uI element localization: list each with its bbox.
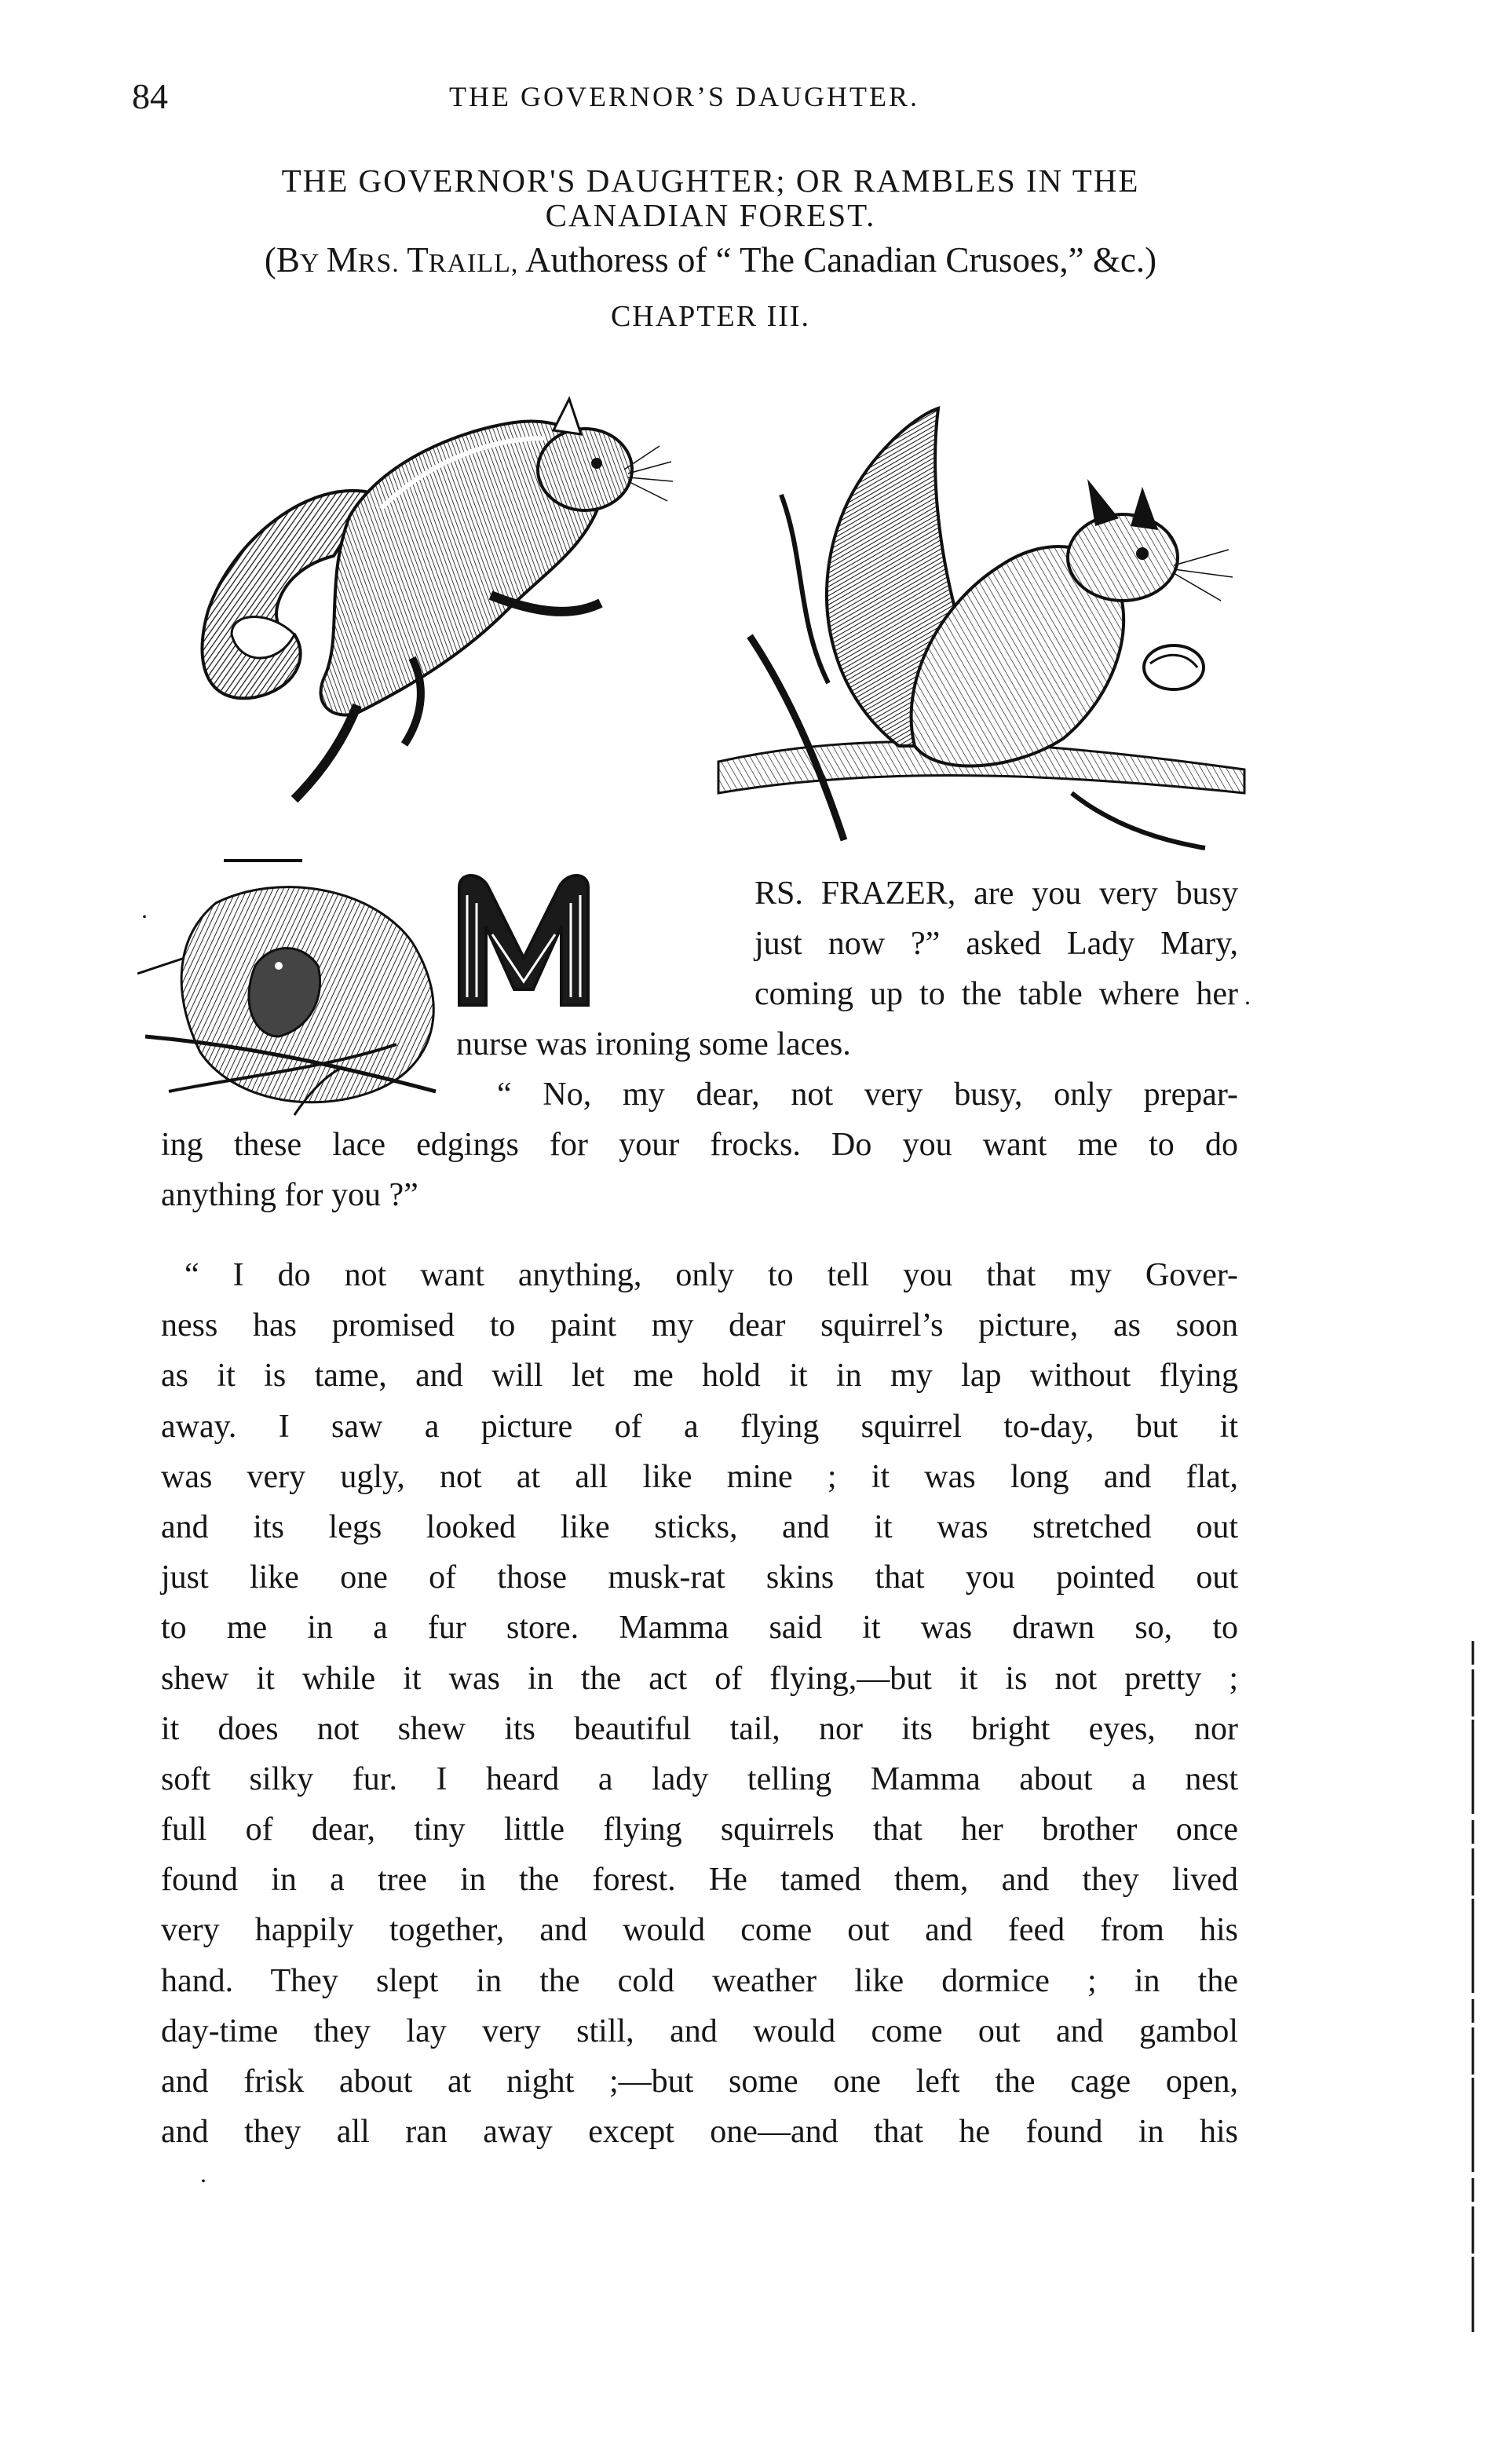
p3-line-14: very happily together, and would come out and feed from his: [161, 1912, 1238, 1949]
p1-line-2: just now ?” asked Lady Mary,: [754, 926, 1238, 963]
byline-rest: Authoress of “ The Canadian Crusoes,” &c.): [518, 240, 1157, 280]
story-title: [157, 163, 1264, 232]
p1-line-4: nurse was ironing some laces.: [456, 1026, 851, 1062]
p3-line-1: “ I do not want anything, only to tell you that my Gover-: [185, 1257, 1238, 1293]
p2-line-2: ing these lace edgings for your frocks. Do you want me to do: [161, 1127, 1238, 1164]
margin-dot: .: [200, 2159, 206, 2188]
flying-squirrel-engraving: [177, 375, 687, 831]
margin-dot: .: [141, 895, 148, 923]
p1-line-3: coming up to the table where her: [754, 976, 1238, 1013]
red-squirrel-illustration: [703, 400, 1252, 864]
paragraph-2: [161, 1069, 1238, 1221]
p3-line-5: was very ugly, not at all like mine ; it was long and flat,: [161, 1458, 1238, 1495]
p3-line-13: found in a tree in the forest. He tamed them, and they lived: [161, 1862, 1238, 1899]
running-head: [0, 75, 1498, 122]
byline-open: (B: [264, 240, 300, 280]
p1-line-1: RS. FRAZER, are you very busy: [754, 876, 1238, 912]
margin-dot: .: [1244, 982, 1251, 1010]
paragraph-1: [601, 868, 1238, 1020]
p3-line-17: and frisk about at night ;—but some one left the cage open,: [161, 2064, 1238, 2100]
p3-line-7: just like one of those musk-rat skins that you pointed out: [161, 1559, 1238, 1596]
p2-line-3: anything for you ?”: [161, 1177, 418, 1214]
chapter-number: CHAPTER III.: [610, 300, 811, 333]
byline-by: Y: [299, 249, 327, 278]
byline-traill-initial: T: [407, 240, 429, 280]
red-squirrel-engraving: [703, 400, 1252, 864]
p2-line-1: “ No, my dear, not very busy, only prepar-: [497, 1077, 1238, 1113]
p3-line-2: ness has promised to paint my dear squirrel’s picture, as soon: [161, 1307, 1238, 1344]
p3-line-4: away. I saw a picture of a flying squirrel to-day, but it: [161, 1408, 1238, 1445]
paragraph-1-tail: [456, 1019, 1238, 1069]
byline-mrs-initial: M: [326, 240, 358, 280]
p3-line-10: it does not shew its beautiful tail, nor its bright eyes, nor: [161, 1710, 1238, 1747]
author-byline: [157, 239, 1264, 285]
p3-line-3: as it is tame, and will let me hold it in my lap without flying: [161, 1358, 1238, 1395]
flying-squirrel-illustration: [177, 375, 687, 831]
p3-line-8: to me in a fur store. Mamma said it was drawn so, to: [161, 1610, 1238, 1647]
drop-cap-glyph: M: [520, 950, 528, 959]
p3-line-18: and they all ran away except one—and that he found in his: [161, 2114, 1238, 2151]
p3-line-11: soft silky fur. I heard a lady telling Mamma about a nest: [161, 1760, 1238, 1797]
p3-line-12: full of dear, tiny little flying squirrels that her brother once: [161, 1811, 1238, 1848]
scan-edge-mark: [1470, 1641, 1476, 2332]
running-title: THE GOVERNOR’S DAUGHTER.: [449, 81, 919, 112]
story-title-line-1: THE GOVERNOR'S DAUGHTER; OR RAMBLES IN THE: [281, 163, 1140, 199]
drop-cap-letter: [445, 864, 602, 1014]
page-number: 84: [132, 76, 168, 116]
paragraph-3: [161, 1250, 1238, 2157]
drop-cap-m: [445, 864, 602, 1014]
story-title-line-2: CANADIAN FOREST.: [545, 197, 876, 233]
p3-line-6: and its legs looked like sticks, and it was stretched out: [161, 1508, 1238, 1545]
p3-line-16: day-time they lay very still, and would come out and gambol: [161, 2013, 1238, 2049]
p3-line-15: hand. They slept in the cold weather like dormice ; in the: [161, 1962, 1238, 1999]
chapter-heading: [157, 163, 1264, 334]
p3-line-9: shew it while it was in the act of flying,—but it is not pretty ;: [161, 1660, 1238, 1697]
byline-mrs: RS.: [357, 249, 407, 278]
byline-traill: RAILL,: [428, 249, 519, 278]
